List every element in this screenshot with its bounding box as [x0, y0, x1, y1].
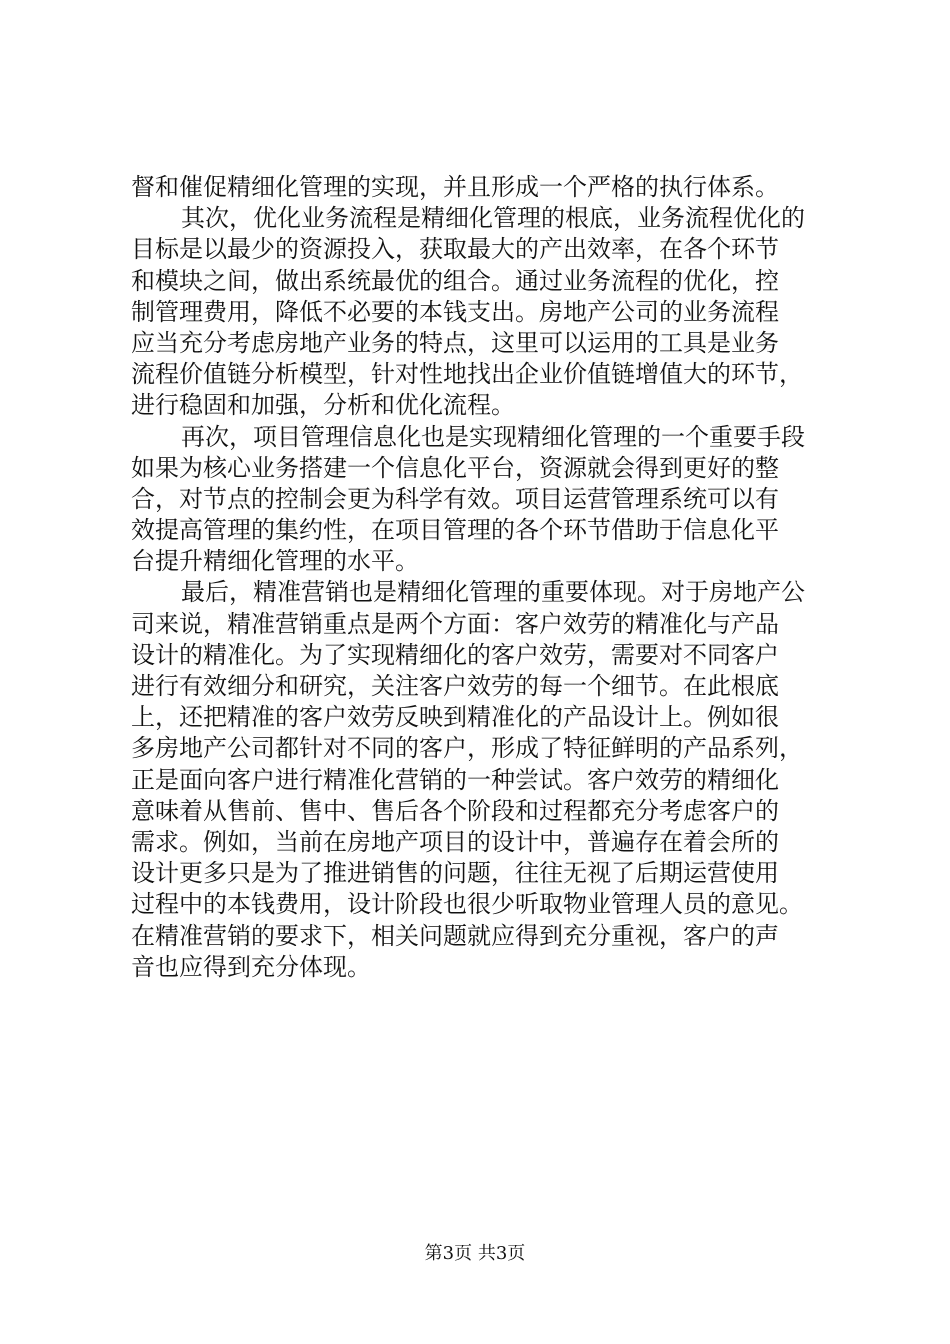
- text-line: 上，还把精准的客户效劳反映到精准化的产品设计上。例如很: [131, 703, 779, 732]
- text-line: 如果为核心业务搭建一个信息化平台，资源就会得到更好的整: [131, 453, 779, 482]
- paragraph-first-line: 最后，精准营销也是精细化管理的重要体现。对于房地产公: [181, 578, 805, 607]
- text-line: 正是面向客户进行精准化营销的一种尝试。客户效劳的精细化: [131, 765, 779, 794]
- text-line: 督和催促精细化管理的实现，并且形成一个严格的执行体系。: [131, 173, 779, 201]
- paragraph-first-line: 再次，项目管理信息化也是实现精细化管理的一个重要手段: [181, 422, 805, 451]
- text-line: 流程价值链分析模型，针对性地找出企业价值链增值大的环节，: [131, 360, 803, 389]
- text-line: 多房地产公司都针对不同的客户，形成了特征鲜明的产品系列，: [131, 734, 803, 763]
- text-line: 目标是以最少的资源投入，获取最大的产出效率，在各个环节: [131, 235, 779, 264]
- text-line: 进行稳固和加强，分析和优化流程。: [131, 391, 515, 420]
- text-line: 合，对节点的控制会更为科学有效。项目运营管理系统可以有: [131, 484, 779, 513]
- text-line: 意味着从售前、售中、售后各个阶段和过程都充分考虑客户的: [131, 796, 779, 825]
- text-line: 音也应得到充分体现。: [131, 952, 371, 981]
- text-line: 效提高管理的集约性，在项目管理的各个环节借助于信息化平: [131, 516, 779, 545]
- paragraph-first-line: 其次，优化业务流程是精细化管理的根底，业务流程优化的: [181, 204, 805, 233]
- text-line: 在精准营销的要求下，相关问题就应得到充分重视，客户的声: [131, 921, 779, 950]
- text-line: 应当充分考虑房地产业务的特点，这里可以运用的工具是业务: [131, 328, 779, 357]
- text-line: 制管理费用，降低不必要的本钱支出。房地产公司的业务流程: [131, 297, 779, 326]
- text-line: 需求。例如，当前在房地产项目的设计中，普遍存在着会所的: [131, 827, 779, 856]
- text-line: 台提升精细化管理的水平。: [131, 547, 419, 576]
- text-line: 设计更多只是为了推进销售的问题，往往无视了后期运营使用: [131, 859, 779, 888]
- text-line: 进行有效细分和研究，关注客户效劳的每一个细节。在此根底: [131, 672, 779, 700]
- text-line: 过程中的本钱费用，设计阶段也很少听取物业管理人员的意见。: [131, 890, 803, 919]
- text-line: 司来说，精准营销重点是两个方面：客户效劳的精准化与产品: [131, 609, 779, 638]
- body-text: [131, 172, 841, 983]
- page-footer: 第3页 共3页: [424, 1243, 526, 1264]
- text-line: 和模块之间，做出系统最优的组合。通过业务流程的优化，控: [131, 266, 779, 295]
- text-line: 设计的精准化。为了实现精细化的客户效劳，需要对不同客户: [131, 640, 779, 669]
